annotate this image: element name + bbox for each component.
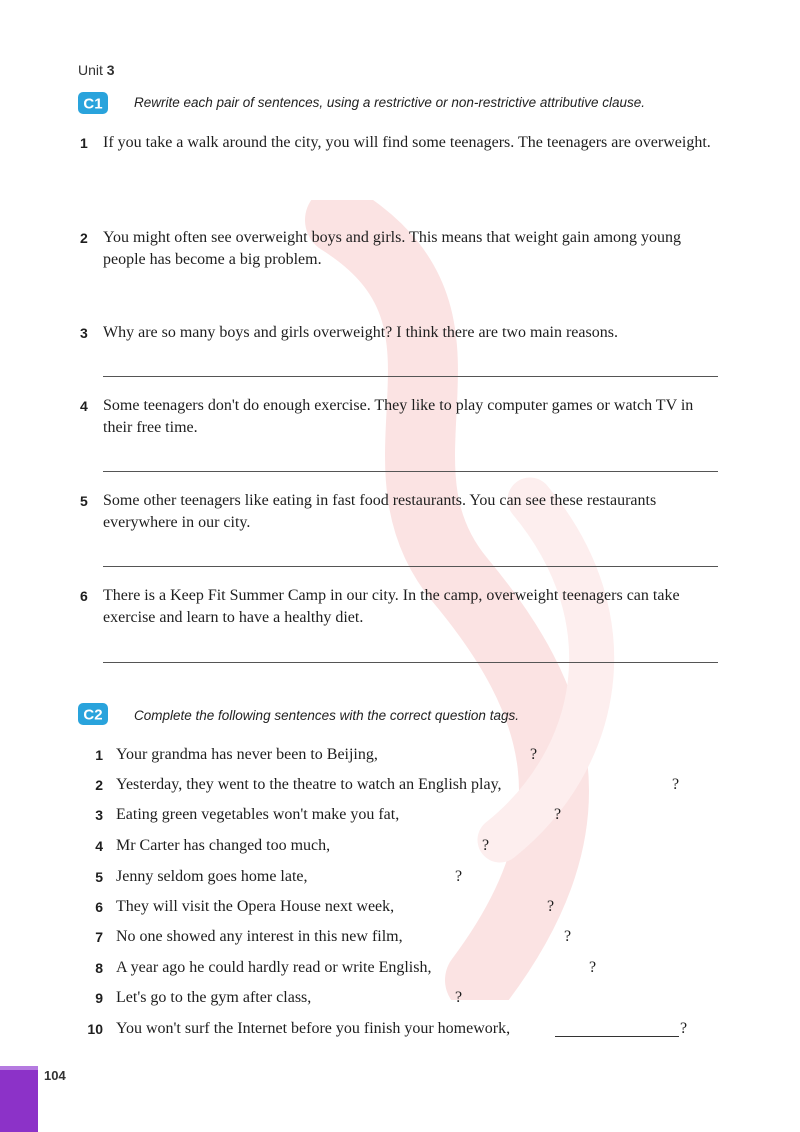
c1-item (80, 227, 720, 271)
item-question-mark: ? (672, 776, 680, 793)
item-number: 1 (95, 747, 103, 763)
item-question-mark: ? (547, 898, 555, 915)
c2-badge-icon (78, 703, 108, 725)
answer-blank[interactable] (555, 1018, 679, 1037)
c2-item (80, 987, 720, 1009)
item-text: Mr Carter has changed too much, (116, 837, 331, 854)
c2-instruction: Complete the following sentences with the correct question tags. (134, 708, 519, 723)
answer-line[interactable] (103, 662, 718, 663)
item-text: They will visit the Opera House next week, (116, 898, 395, 915)
item-number: 10 (87, 1021, 103, 1037)
c1-item (80, 322, 720, 344)
item-number: 3 (80, 325, 88, 341)
page-number: 104 (44, 1068, 66, 1083)
item-text: You won't surf the Internet before you finish your homework, (116, 1020, 511, 1037)
unit-label: Unit (78, 62, 103, 78)
item-question-mark: ? (564, 928, 572, 945)
item-text: A year ago he could hardly read or write English, (116, 959, 432, 976)
item-question-mark: ? (680, 1020, 688, 1037)
answer-line[interactable] (103, 376, 718, 377)
item-question-mark: ? (455, 868, 463, 885)
item-number: 9 (95, 990, 103, 1006)
item-text: Some other teenagers like eating in fast food restaurants. You can see these restaurants everywhere in our city. (103, 492, 657, 531)
c1-item (80, 585, 720, 629)
item-number: 5 (95, 869, 103, 885)
item-question-mark: ? (589, 959, 597, 976)
page-tab (0, 1066, 38, 1132)
item-text: Let's go to the gym after class, (116, 989, 312, 1006)
page-tab-highlight (0, 1066, 38, 1070)
item-text: Your grandma has never been to Beijing, (116, 746, 378, 763)
c2-item (80, 774, 720, 796)
item-question-mark: ? (530, 746, 538, 763)
item-question-mark: ? (482, 837, 490, 854)
unit-number: 3 (106, 62, 115, 78)
item-text: Eating green vegetables won't make you fat, (116, 806, 400, 823)
c2-item (80, 866, 720, 888)
item-text: There is a Keep Fit Summer Camp in our city. In the camp, overweight teenagers can take exercise and learn to have a healthy diet. (103, 587, 680, 626)
item-text: You might often see overweight boys and girls. This means that weight gain among young people has become a big problem. (103, 229, 682, 268)
item-number: 1 (80, 135, 88, 151)
item-text: Yesterday, they went to the theatre to watch an English play, (116, 776, 502, 793)
c2-item (80, 744, 720, 766)
item-text: No one showed any interest in this new film, (116, 928, 403, 945)
c1-badge-label: C1 (83, 95, 103, 113)
item-question-mark: ? (554, 806, 562, 823)
item-number: 4 (80, 398, 88, 414)
c2-badge-label: C2 (83, 706, 103, 724)
item-number: 2 (95, 777, 103, 793)
item-number: 6 (80, 588, 88, 604)
c2-item (80, 1018, 720, 1040)
item-question-mark: ? (455, 989, 463, 1006)
item-number: 4 (95, 838, 103, 854)
c1-item (80, 395, 720, 439)
item-number: 6 (95, 899, 103, 915)
answer-line[interactable] (103, 471, 718, 472)
c1-item (80, 490, 720, 534)
unit-heading (78, 62, 115, 78)
c1-item (80, 132, 720, 154)
item-number: 2 (80, 230, 88, 246)
c2-item (80, 835, 720, 857)
item-text: If you take a walk around the city, you will find some teenagers. The teenagers are overweight. (103, 134, 711, 151)
c2-item (80, 804, 720, 826)
item-text: Some teenagers don't do enough exercise. They like to play computer games or watch TV in their free time. (103, 397, 694, 436)
item-number: 3 (95, 807, 103, 823)
c2-item (80, 957, 720, 979)
c1-badge-icon (78, 92, 108, 114)
c1-instruction: Rewrite each pair of sentences, using a restrictive or non-restrictive attributive clause. (134, 95, 645, 110)
item-number: 5 (80, 493, 88, 509)
c2-item (80, 896, 720, 918)
answer-line[interactable] (103, 566, 718, 567)
c2-item (80, 926, 720, 948)
item-number: 7 (95, 929, 103, 945)
item-number: 8 (95, 960, 103, 976)
item-text: Why are so many boys and girls overweight? I think there are two main reasons. (103, 324, 618, 341)
item-text: Jenny seldom goes home late, (116, 868, 308, 885)
